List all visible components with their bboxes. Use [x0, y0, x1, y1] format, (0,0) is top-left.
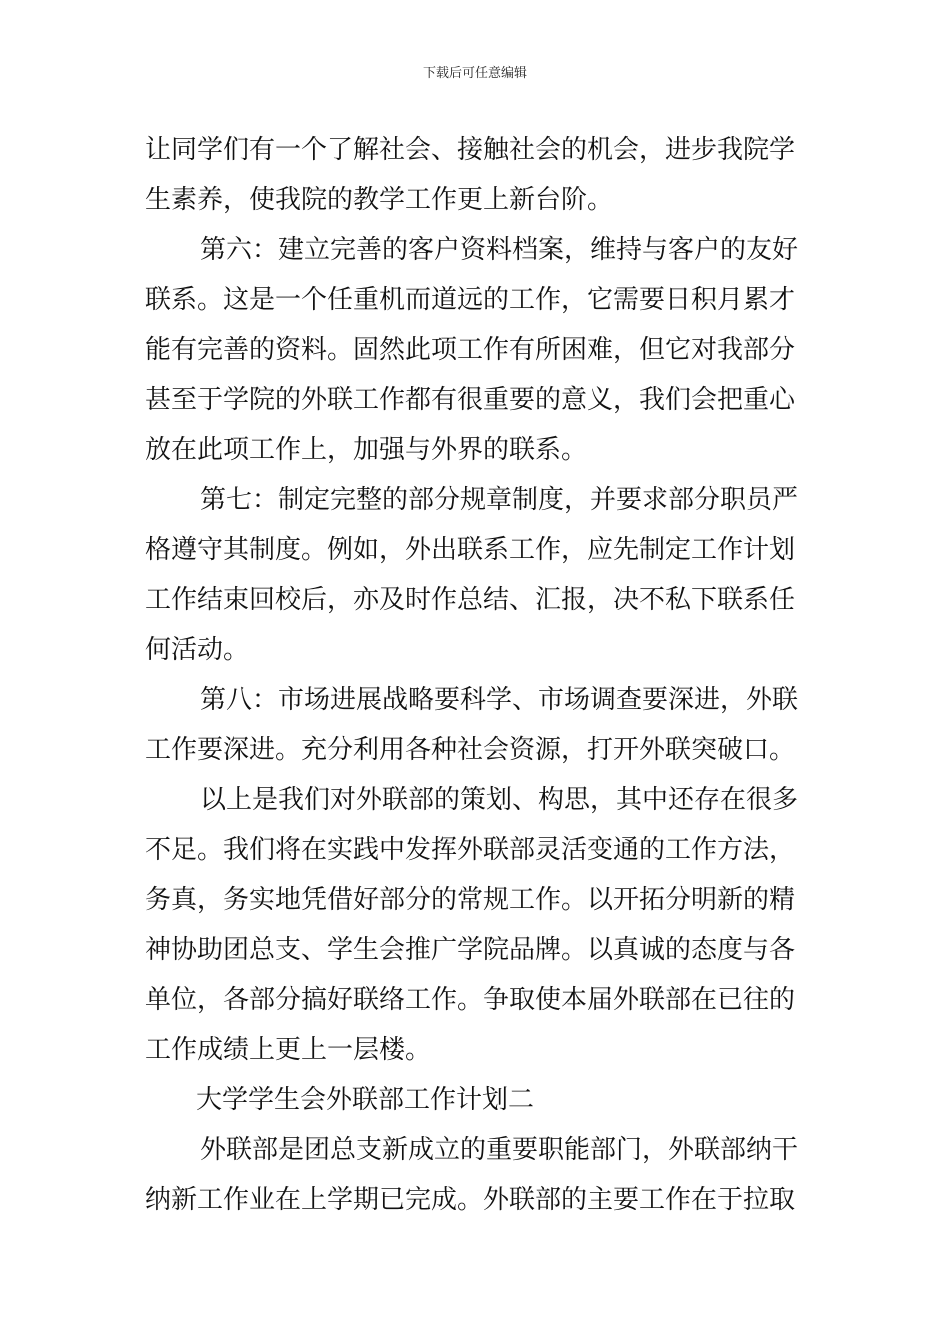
- body-line: 格遵守其制度。例如，外出联系工作，应先制定工作计划: [145, 535, 796, 565]
- body-line: 单位，各部分搞好联络工作。争取使本届外联部在已往的: [145, 985, 796, 1015]
- section-heading: 大学学生会外联部工作计划二: [196, 1085, 535, 1115]
- paragraph-six-start: 第六：建立完善的客户资料档案，维持与客户的友好: [200, 235, 799, 265]
- paragraph-plan-two-start: 外联部是团总支新成立的重要职能部门，外联部纳干: [200, 1135, 799, 1165]
- body-line: 务真，务实地凭借好部分的常规工作。以开拓分明新的精: [145, 885, 796, 915]
- body-line: 联系。这是一个任重机而道远的工作，它需要日积月累才: [145, 285, 796, 315]
- body-line: 能有完善的资料。固然此项工作有所困难，但它对我部分: [145, 335, 796, 365]
- body-line: 何活动。: [145, 635, 250, 665]
- body-line: 工作成绩上更上一层楼。: [145, 1035, 432, 1065]
- body-line: 工作结束回校后，亦及时作总结、汇报，决不私下联系任: [145, 585, 796, 615]
- body-line: 不足。我们将在实践中发挥外联部灵活变通的工作方法，: [145, 835, 796, 865]
- paragraph-eight-start: 第八：市场进展战略要科学、市场调查要深进，外联: [200, 685, 799, 715]
- paragraph-seven-start: 第七：制定完整的部分规章制度，并要求部分职员严: [200, 485, 799, 515]
- body-line: 放在此项工作上，加强与外界的联系。: [145, 435, 588, 465]
- body-line: 神协助团总支、学生会推广学院品牌。以真诚的态度与各: [145, 935, 796, 965]
- body-line: 生素养，使我院的教学工作更上新台阶。: [145, 185, 614, 215]
- body-line: 甚至于学院的外联工作都有很重要的意义，我们会把重心: [145, 385, 796, 415]
- body-line: 工作要深进。充分利用各种社会资源，打开外联突破口。: [145, 735, 796, 765]
- page-header: 下载后可任意编辑: [422, 66, 527, 81]
- body-line: 纳新工作业在上学期已完成。外联部的主要工作在于拉取: [145, 1185, 796, 1215]
- body-line: 让同学们有一个了解社会、接触社会的机会，进步我院学: [145, 135, 796, 165]
- paragraph-summary-start: 以上是我们对外联部的策划、构思，其中还存在很多: [200, 785, 799, 815]
